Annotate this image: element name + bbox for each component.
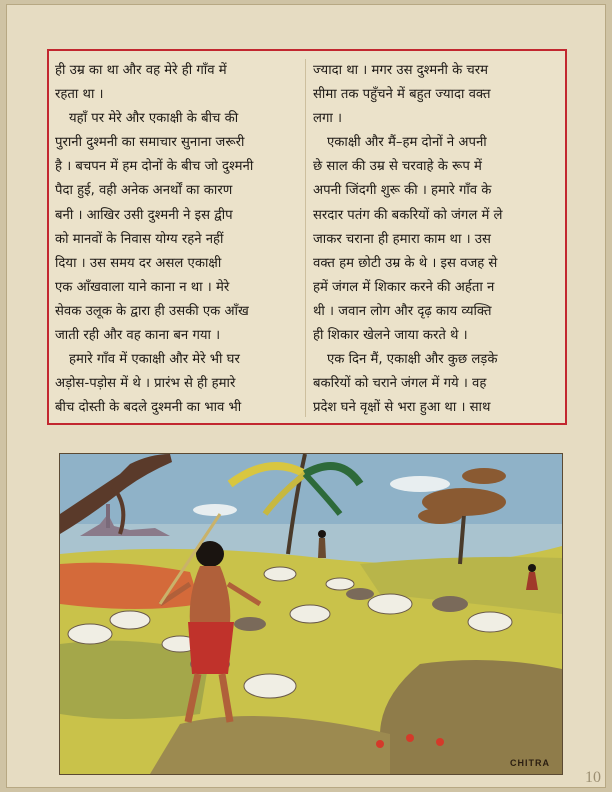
text-line: यहाँ पर मेरे और एकाक्षी के बीच की [69, 111, 239, 127]
text-line: अपनी जिंदगी शुरू की । हमारे गाँव के [313, 183, 492, 199]
text-line: सीमा तक पहुँचने में बहुत ज्यादा वक्त [313, 87, 491, 103]
text-line: हमें जंगल में शिकार करने की अर्हता न [313, 279, 495, 295]
text-line: सरदार पतंग की बकरियों को जंगल में ले [313, 207, 503, 223]
text-line: थी । जवान लोग और दृढ़ काय व्यक्ति [313, 303, 492, 319]
artist-signature: CHITRA [510, 758, 550, 768]
text-line: दिया । उस समय दर असल एकाक्षी [55, 255, 222, 271]
column-divider [305, 59, 306, 417]
text-line: बकरियों को चराने जंगल में गये । वह [313, 376, 487, 392]
text-line: को मानवों के निवास योग्य रहने नहीं [55, 231, 224, 247]
text-line: पैदा हुई, वही अनेक अनर्थों का कारण [55, 183, 233, 199]
text-column-left [55, 59, 301, 420]
text-line: वक्त हम छोटी उम्र के थे । इस वजह से [313, 255, 498, 271]
text-line: छे साल की उम्र से चरवाहे के रूप में [313, 159, 482, 175]
text-line: एक आँखवाला याने काना न था । मेरे [55, 279, 230, 295]
text-line: अड़ोस-पड़ोस में थे । प्रारंभ से ही हमारे [55, 376, 236, 392]
text-line: बीच दोस्ती के बदले दुश्मनी का भाव भी [55, 400, 242, 416]
text-line: जाकर चराना ही हमारा काम था । उस [313, 231, 491, 247]
text-line: एकाक्षी और मैं–हम दोनों ने अपनी [327, 135, 487, 151]
text-line: लगा । [313, 111, 342, 127]
text-line: हमारे गाँव में एकाक्षी और मेरे भी घर [69, 352, 240, 368]
text-line: बनी । आखिर उसी दुश्मनी ने इस द्वीप [55, 207, 233, 223]
text-line: रहता था । [55, 87, 104, 103]
text-line: एक दिन मैं, एकाक्षी और कुछ लड़के [327, 352, 498, 368]
text-line: ही शिकार खेलने जाया करते थे । [313, 328, 468, 344]
text-line: जाती रही और वह काना बन गया । [55, 328, 221, 344]
text-line: सेवक उलूक के द्वारा ही उसकी एक आँख [55, 303, 249, 319]
text-line: ज्यादा था । मगर उस दुश्मनी के चरम [313, 63, 489, 78]
text-line: है । बचपन में हम दोनों के बीच जो दुश्मनी [55, 159, 254, 175]
text-line: पुरानी दुश्मनी का समाचार सुनाना जरूरी [55, 135, 245, 151]
text-line: ही उम्र का था और वह मेरे ही गाँव में [55, 63, 227, 78]
page [6, 4, 606, 788]
text-column-right [313, 59, 559, 420]
page-number: 10 [585, 769, 601, 786]
story-text-frame [47, 49, 567, 425]
goat-herding-illustration [59, 453, 563, 775]
text-line: प्रदेश घने वृक्षों से भरा हुआ था । साथ [313, 400, 491, 416]
